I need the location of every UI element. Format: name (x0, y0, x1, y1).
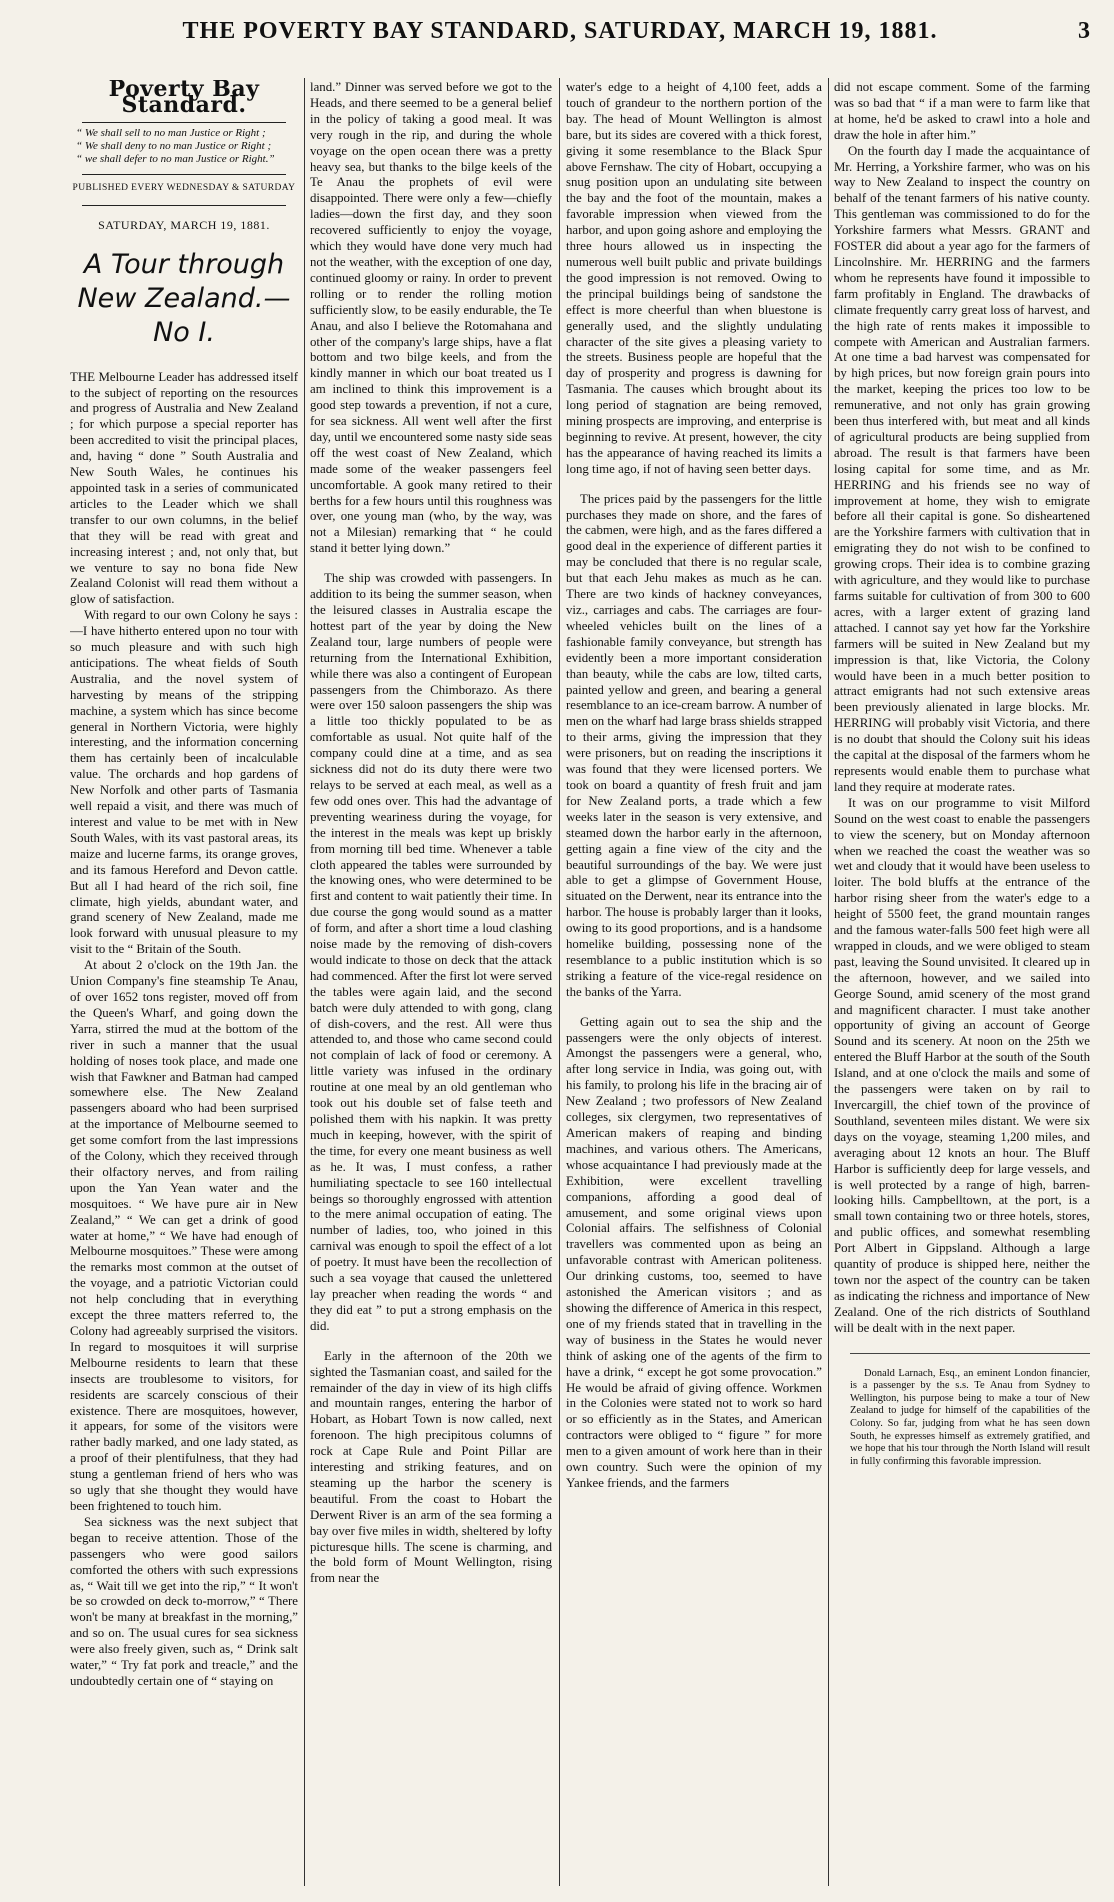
column-rule (304, 78, 305, 1886)
paragraph: Getting again out to sea the ship and the passengers were the only objects of interest. Amongst the passengers were a general, who, after long service in India, was going out, with his family, to prolong his life in the bracing air of New Zealand ; two professors of New Zealand colleges, six clergymen, two representatives of American makers of reaping and binding machines, and various others. The Americans, whose acquaintance I had previously made at the Exhibition, were excellent travelling companions, affording a good deal of amusement, and some original views upon Colonial affairs. The selfishness of Colonial travellers was commented upon as being an unfavorable contrast with American politeness. Our drinking customs, too, seemed to have astonished the American visitors ; and as showing the difference of America in this respect, one of my friends stated that in travelling in the way of business in the States he would never think of asking one of the agents of the firm to have a drink, “ except he got some provocation.” He would be afraid of giving offence. Workmen in the Colonies were stated not to work so hard or so efficiently as in the States, and American contractors were obliged to “ figure ” for more men to a given amount of work here than in their own country. Such were the opinion of my Yankee friends, and the farmers (566, 1014, 822, 1490)
running-header-title: THE POVERTY BAY STANDARD, SATURDAY, MARCH 19, 1881. (182, 18, 938, 44)
paragraph: Early in the afternoon of the 20th we sighted the Tasmanian coast, and sailed for the remainder of the day in view of its high cliffs and mountain ranges, entering the harbor of Hobart, as Hobart Town is now called, next forenoon. The high precipitous columns of rock at Cape Rule and Point Pillar are interesting and striking features, and on steaming up the harbor the scenery is beautiful. From the coast to Hobart the Derwent River is an arm of the sea forming a bay over five miles in width, sheltered by lofty picturesque hills. The scene is charming, and the bold form of Mount Wellington, rising from near the (310, 1348, 552, 1586)
column-rule (828, 78, 829, 1886)
motto-line: “ we shall defer to no man Justice or Right.” (76, 152, 275, 165)
paragraph: Sea sickness was the next subject that began to receive attention. Those of the passengers who were good sailors comforted the others with such expressions as, “ Wait till we get into the rip,” “ It won't be so crowded on deck to-morrow,” “ There won't be many at breakfast in the morning,” and so on. The usual cures for sea sickness were also freely given, such as, “ Drink salt water,” “ Try fat pork and treacle,” and the undoubtedly certain one of “ staying on (70, 1514, 298, 1688)
publish-line: PUBLISHED EVERY WEDNESDAY & SATURDAY (72, 182, 296, 193)
paragraph: On the fourth day I made the acquaintance of Mr. Herring, a Yorkshire farmer, who was on his way to New Zealand to inspect the country on behalf of the tenant farmers of his native county. This gentleman was commissioned to do for the Yorkshire farmers what Messrs. GRANT and FOSTER did about a year ago for the farmers of Lincolnshire. Mr. HERRING and the farmers whom he represents have found it impossible to farm profitably in England. The drawbacks of climate frequently carry great loss of harvest, and the high rate of rents makes it impossible to compete with American and Australian farmers. At one time a bad harvest was compensated for by high prices, but now foreign grain pours into the market, keeping the prices too low to be remunerative, and not only has grain growing been thus interfered with, but meat and all kinds of agricultural products are being supplied from abroad. The result is that farmers have been losing capital for some time, and as Mr. HERRING and his friends see no way of improvement at home, they wish to emigrate before all their capital is gone. So disheartened are the Yorkshire farmers with cultivation that in emigrating they do not wish to be confined to growing crops. Their idea is to combine grazing with agriculture, and they would like to purchase farms suitable for cultivation of from 300 to 600 acres, with a larger extent of grazing land attached. I cannot say yet how far the Yorkshire farmers will be suited in New Zealand but my impression is that, like Victoria, the Colony would have been in a much better position to attract emigrants had not such extensive areas been previously alienated in large blocks. Mr. HERRING will probably visit Victoria, and there is no doubt that should the Colony suit his ideas the capital at the disposal of the farmers whom he represents would enable them to purchase what land they require at moderate rates. (834, 143, 1090, 794)
paragraph: The prices paid by the passengers for the little purchases they made on shore, and the fares of the cabmen, were high, and as the fares differed a good deal in the experience of different parties it may be concluded that there is no regular scale, but that each Jehu makes as much as he can. There are two kinds of hackney conveyances, viz., carriages and cabs. The carriages are four-wheeled vehicles built on the lines of a fashionable family conveyance, but strength has evidently been a more important consideration than beauty, while the cabs are low, tilted carts, painted yellow and green, and bearing a general resemblance to an ice-cream barrow. A number of men on the wharf had large brass shields strapped to their arms, giving the impression that they were prisoners, but on reading the inscriptions it was found that they were licensed porters. We took on board a quantity of fresh fruit and jam for New Zealand ports, a trade which a few weeks later in the season is very extensive, and steamed down the harbor early in the afternoon, getting again a fine view of the city and the beautiful surroundings of the bay. We were just able to get a glimpse of Government House, situated on the Derwent, near its entrance into the harbor. The house is probably larger than it looks, owing to its good proportions, and is a handsome homelike building, possessing none of the resemblance to a public institution which is so striking a feature of the vice-regal residence on the banks of the Yarra. (566, 491, 822, 999)
paragraph: did not escape comment. Some of the farming was so bad that “ if a man were to farm like that at home, he'd be asked to crawl into a hole and draw the hole in after him.” (834, 80, 1090, 142)
paragraph: At about 2 o'clock on the 19th Jan. the Union Company's fine steamship Te Anau, of over 1652 tons register, moved off from the Queen's Wharf, and going down the Yarra, stirred the mud at the bottom of the river in such a manner that the usual holding of noses took place, and made one wish that Fawkner and Batman had camped somewhere else. The New Zealand passengers aboard who had been surprised at the importance of Melbourne seemed to get some comfort from the last impressions of the Colony, which they received through their olfactory nerves, and from railing upon the Yan Yean water and the mosquitoes. “ We have pure air in New Zealand,” “ We can get a drink of good water at home,” “ We have had enough of Melbourne mosquitoes.” These were among the remarks most common at the outset of the voyage, and a patriotic Victorian could not help concluding that in everything except the three matters referred to, the Colony had agreeably surprised the visitors. In regard to mosquitoes it will surprise Melbourne residents to learn that these insects are troublesome to visitors, for residents are scarcely conscious of their existence. There are mosquitoes, however, it appears, for some of the visitors were rather badly marked, and one lady stated, as a proof of their plentifulness, that they had stung a gentleman friend of hers who was so ugly that she thought they would have been frightened to touch him. (70, 958, 298, 1513)
paragraph: It was on our programme to visit Milford Sound on the west coast to enable the passengers to view the scenery, but on Monday afternoon when we reached the coast the weather was so wet and cloudy that it would have been useless to loiter. The bold bluffs at the entrance of the harbor rising sheer from the water's edge to a height of 5500 feet, the grand mountain ranges and the famous water-falls 500 feet high were all wrapped in clouds, and we were obliged to steam past, leaving the Sound unvisited. It cleared up in the afternoon, however, and we sailed into George Sound, amid scenery of the most grand and magnificent character. I must take another opportunity of giving an account of George Sound and its scenery. At noon on the 25th we entered the Bluff Harbor at the south of the South Island, and at one o'clock the mails and some of the passengers were taken on by rail to Invercargill, the chief town of the province of Southland, seventeen miles distant. We were six days on the voyage, steaming 1,200 miles, and averaging about 12 knots an hour. The Bluff Harbor is sufficiently deep for large vessels, and is well protected by a range of high, barren-looking hills. Campbelltown, at the port, is a small town containing two or three hotels, stores, and public offices, and somewhat resembling Port Albert in Gippsland. Although a large quantity of produce is shipped here, neither the town nor the aspect of the country can be taken as indicating the richness and importance of New Zealand. One of the rich districts of Southland will be dealt with in the next paper. (834, 795, 1090, 1335)
mottoes (70, 127, 298, 166)
running-header (70, 18, 1090, 52)
column-rule (559, 78, 560, 1886)
paragraph: The ship was crowded with passengers. In addition to its being the summer season, when the leisured classes in Australia escape the hottest part of the year by doing the New Zealand tour, large numbers of people were returning from the International Exhibition, while there was also a contingent of European passengers from the Chimborazo. As there were over 150 saloon passengers the ship was a little too thickly populated to be as comfortable as usual. Not quite half of the company could dine at a time, and as sea sickness did not do its duty there were two relays to be served at each meal, as well as a few odd ones over. This had the advantage of preventing weariness during the voyage, for the interest in the meals was kept up briskly from morning till bed time. Whenever a table cloth appeared the tables were surrounded by the knowing ones, who were determined to be first and content to wait patiently their time. In due course the gong would sound as a matter of form, and after a short time a loud clashing noise made by the removing of dish-covers would indicate to those on deck that the attack had commenced. After the first lot were served the tables were again laid, and the second batch were duly attended to with gong, clang of dish-covers, and the rest. All were thus attended to, and those who came second could not complain of lack of food or ceremony. A little variety was infused in the ordinary routine at one meal by an old gentleman who took out his double set of false teeth and polished them with his napkin. It was pretty much in keeping, however, with the spirit of the time, for every one meant business as well as he. It was, I must confess, a rather humiliating spectacle to see 160 intellectual beings so thoroughly engrossed with attention to the mere animal occupation of eating. The number of ladies, too, who joined in this carnival was enough to spoil the effect of a lot of poetry. It must have been the recollection of such a sea voyage that caused the unlettered lay preacher when reading the words “ and they did eat ” to put a strong emphasis on the did. (310, 571, 552, 1333)
paper-nameplate: Poverty Bay Standard. (108, 80, 260, 118)
column-3 (566, 80, 822, 1880)
paragraph: With regard to our own Colony he says :—I have hitherto entered upon no tour with so much pleasure and with such high anticipations. The wheat fields of South Australia, and the novel system of harvesting by means of the stripping machine, a system which has since become general in Northern Victoria, were highly interesting, and the information concerning them has certainly been of incalculable value. The orchards and hop gardens of New Norfolk and other parts of Tasmania well repaid a visit, and there was much of interest and value to be met with in New South Wales, with its vast pastoral areas, its maize and lucerne farms, its orange groves, and its famous Hereford and Devon cattle. But all I had heard of the rich soil, fine climate, high yields, abundant water, and grand scenery of New Zealand, made me look forward with unusual pleasure to my visit to the “ Britain of the South. (70, 608, 298, 957)
column-4 (834, 80, 1090, 1880)
column-1 (70, 80, 298, 1880)
footnote-text: Donald Larnach, Esq., an eminent London financier, is a passenger by the s.s. Te Anau from Sydney to Wellington, his purpose being to make a tour of New Zealand to judge for himself of the capabilities of the Colony. So far, judging from what he has seen down South, he expresses himself as extremely gratified, and we hope that his tour through the North Island will result in fully confirming this favorable impression. (850, 1367, 1090, 1467)
ornamental-rule (82, 201, 286, 206)
column-2 (310, 80, 552, 1880)
motto-line: “ We shall sell to no man Justice or Right ; (76, 126, 266, 139)
dateline: SATURDAY, MARCH 19, 1881. (98, 217, 270, 232)
ornamental-rule (82, 118, 286, 123)
paragraph: water's edge to a height of 4,100 feet, adds a touch of grandeur to the northern portion of the bay. The head of Mount Wellington is almost bare, but its sides are covered with a thick forest, giving it some resemblance to the Black Spur above Fernshaw. The city of Hobart, occupying a snug position upon an undulating site between the bay and the foot of the mountain, makes a favorable impression when viewed from the harbor, and upon going ashore and employing the three hours allowed us in inspecting the numerous well built public and private buildings the good impression is not removed. Owing to the principal buildings being of sandstone the effect is more cheerful than when bluestone is generally used, and the slightly undulating character of the site gives a pleasing variety to the streets. Business people are hopeful that the day of prosperity and progress is dawning for Tasmania. The causes which brought about its long period of stagnation are being removed, mining prospects are improving, and enterprise is beginning to revive. At present, however, the city has the appearance of having reached its limits a long time ago, if not of having seen better days. (566, 80, 822, 476)
article-title: A Tour through New Zealand.—No I. (77, 248, 291, 348)
ornamental-rule (82, 170, 286, 175)
paragraph: land.” Dinner was served before we got to the Heads, and there seemed to be a general belief in the policy of taking a good meal. It was very rough in the rip, and during the whole voyage on the open ocean there was a pretty heavy sea, but thanks to the bilge keels of the Te Anau the prophets of evil were disappointed. There were only a few—chiefly ladies—down the first day, and they soon recovered sufficiently to enjoy the voyage, which they would have done very much had not the weather, with the exception of one day, continued gloomy or rainy. In order to prevent rolling or to render the rolling motion sufficiently slow, to be easily endurable, the Te Anau, and also I believe the Rotomahana and other of the company's large ships, have a flat bottom and two bilge keels, and from the kindly manner in which our boat treated us I am inclined to think this improvement is a good step towards a prevention, if not a cure, for sea sickness. All went well after the first day, until we encountered some nasty side seas off the west coast of New Zealand, which made some of the weaker passengers feel uncomfortable. A gook many retired to their berths for a few hours until this roughness was over, one young man (who, by the way, was not a Milesian) remarking that “ he could stand it better lying down.” (310, 80, 552, 556)
motto-line: “ We shall deny to no man Justice or Right ; (76, 139, 272, 152)
paragraph: THE Melbourne Leader has addressed itself to the subject of reporting on the resources and progress of Australia and New Zealand ; for which purpose a special reporter has been accredited to visit the principal places, and, having “ done ” South Australia and New South Wales, he continues his appointed task in a series of communicated articles to the Leader which we shall transfer to our own columns, in the belief that they will be read with great and increasing interest ; and, not only that, but we venture to say no bona fide New Zealand Colonist will read them without a glow of satisfaction. (70, 369, 298, 607)
page-number: 3 (1078, 18, 1090, 44)
footnote (850, 1353, 1090, 1469)
